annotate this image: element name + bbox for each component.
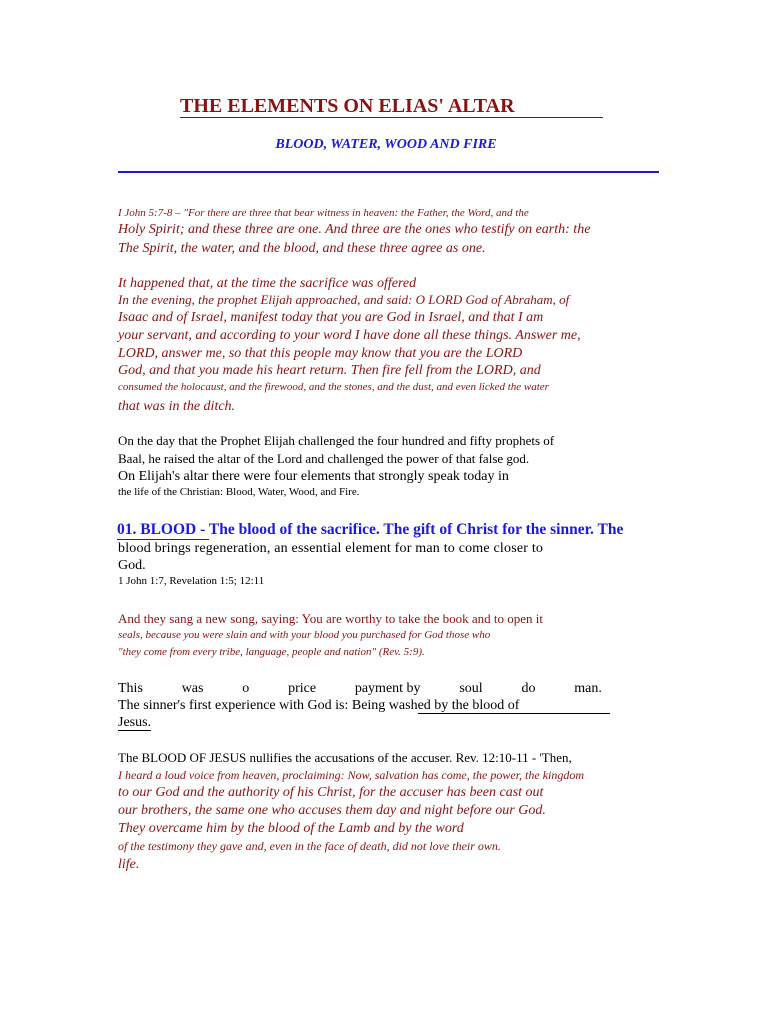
quote2-line: your servant, and according to your word I have done all these things. Answer me, — [118, 328, 581, 343]
title-divider — [118, 171, 659, 173]
accuser-line: our brothers, the same one who accuses them day and night before our God. — [118, 803, 546, 818]
price-word: soul — [459, 681, 483, 696]
price-word: price — [288, 681, 317, 696]
quote2-line: that was in the ditch. — [118, 399, 236, 414]
accuser-line: to our God and the authority of his Christ, for the accuser has been cast out — [118, 785, 544, 800]
price-word: was — [181, 681, 204, 696]
blood-heading — [117, 522, 623, 538]
blood-heading-text: The blood of the sacrifice. The gift of Christ for the sinner. The — [208, 521, 624, 538]
page-title: THE ELEMENTS ON ELIAS' ALTAR — [180, 96, 603, 118]
accuser-line: life. — [118, 857, 140, 872]
blood-body-line: blood brings regeneration, an essential element for man to come closer to — [118, 541, 544, 556]
blood-heading-number: 01. BLOOD - — [117, 521, 209, 538]
quote1-line: I John 5:7-8 – "For there are three that bear witness in heaven: the Father, the Word, and the — [118, 207, 529, 219]
intro-line: Baal, he raised the altar of the Lord and challenged the power of that false god. — [118, 451, 530, 466]
quote2-line: In the evening, the prophet Elijah approached, and said: O LORD God of Abraham, of — [118, 292, 570, 307]
experience-text: The sinner's first experience with God is: Being wash — [118, 698, 418, 713]
quote1-line: Holy Spirit; and these three are one. And three are the ones who testify on earth: the — [118, 222, 591, 237]
experience-end-text: Jesus. — [118, 715, 152, 730]
quote2-line: It happened that, at the time the sacrifice was offered — [118, 276, 417, 291]
intro-line: On the day that the Prophet Elijah challenged the four hundred and fifty prophets of — [118, 433, 555, 448]
quote2-line: LORD, answer me, so that this people may know that you are the LORD — [118, 346, 523, 361]
accuser-line: The BLOOD OF JESUS nullifies the accusations of the accuser. Rev. 12:10-11 - 'Then, — [118, 750, 572, 765]
intro-line: On Elijah's altar there were four elements that strongly speak today in — [118, 469, 509, 484]
accuser-line: I heard a loud voice from heaven, proclaiming: Now, salvation has come, the power, the kingdom — [118, 768, 585, 782]
experience-line — [118, 699, 610, 714]
price-word: payment by — [354, 681, 421, 696]
song-line: And they sang a new song, saying: You are worthy to take the book and to open it — [118, 611, 543, 626]
price-line — [118, 682, 602, 696]
price-word: This — [118, 681, 143, 696]
blood-body-line: God. — [118, 558, 146, 573]
experience-underlined: ed by the blood of — [418, 699, 610, 714]
accuser-line: of the testimony they gave and, even in the face of death, did not love their own. — [118, 839, 501, 853]
blood-references: 1 John 1:7, Revelation 1:5; 12:11 — [118, 575, 265, 587]
page-subtitle: BLOOD, WATER, WOOD AND FIRE — [275, 137, 497, 152]
price-word: man. — [574, 681, 602, 696]
quote1-line: The Spirit, the water, and the blood, and these three agree as one. — [118, 241, 486, 256]
experience-end — [118, 716, 151, 730]
song-line: seals, because you were slain and with your blood you purchased for God those who — [118, 629, 491, 641]
intro-line: the life of the Christian: Blood, Water, Wood, and Fire. — [118, 486, 360, 498]
quote2-line: consumed the holocaust, and the firewood, and the stones, and the dust, and even licked the water — [118, 381, 549, 393]
quote2-line: Isaac and of Israel, manifest today that you are God in Israel, and that I am — [118, 310, 544, 325]
song-line: "they come from every tribe, language, people and nation" (Rev. 5:9). — [118, 646, 425, 658]
price-word: do — [521, 681, 536, 696]
accuser-line: They overcame him by the blood of the Lamb and by the word — [118, 821, 464, 836]
quote2-line: God, and that you made his heart return. Then fire fell from the LORD, and — [118, 363, 541, 378]
price-word: o — [242, 681, 250, 696]
